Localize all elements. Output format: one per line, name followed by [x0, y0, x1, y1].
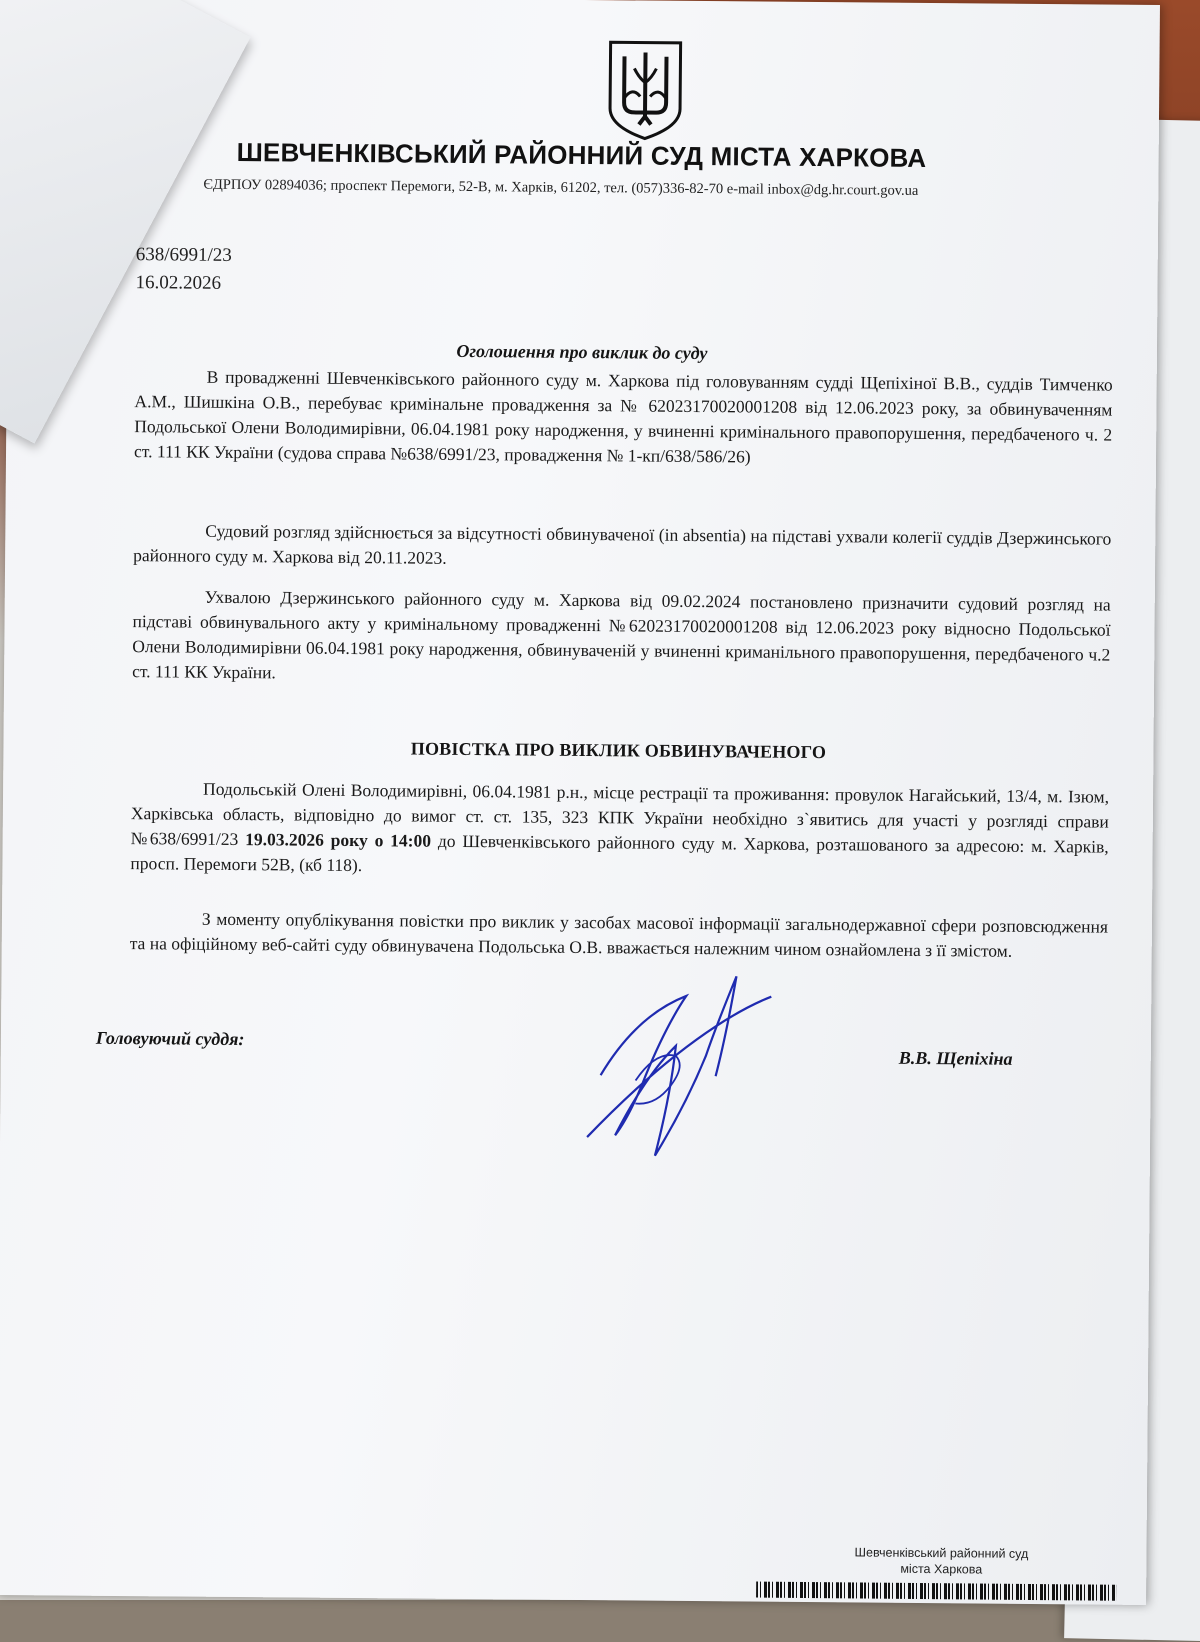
handwritten-signature	[575, 955, 787, 1187]
stamp-line-1: Шевченківський районний суд	[854, 1545, 1029, 1561]
case-number: 638/6991/23	[135, 244, 232, 266]
barcode	[756, 1582, 1116, 1601]
summons-text-before: Подольській Олені Володимирівні, 06.04.1981 р.н., місце рестрації та проживання: провулок Нагайський, 13/4, м. Ізюм, Харківська область, відповідно до вимог ст. ст. 135, 323 КПК України необхідно з`явитись для участі у розгляді справи №638/6991/23	[130, 778, 1110, 850]
announcement-paragraph-3: Ухвалою Дзержинського районного суду м. Харкова від 09.02.2024 постановлено призначити судовий розгляд на підставі обвинувального акту у кримінальному провадженні №62023170020001208 від 12.06.2023 року відносно Подольської Олени Володимирівни 06.04.1981 року народження, обвинуваченій у вчиненні криманільного правопорушення, передбаченого ч.2 ст. 111 КК України.	[132, 586, 1111, 683]
presiding-judge-label: Головуючий суддя:	[95, 1027, 245, 1050]
announcement-paragraph-2: Судовий розгляд здійснюється за відсутності обвинуваченої (in absentia) на підставі ухвали колегії суддів Дзержинського районного суду м. Харкова від 20.11.2023.	[133, 520, 1112, 568]
judge-name: В.В. Щепіхіна	[898, 1047, 1013, 1069]
court-contacts: ЄДРПОУ 02894036; проспект Перемоги, 52-В, м. Харків, 61202, тел. (057)336-82-70 e-mail inbox@dg.hr.court.gov.ua	[203, 176, 919, 199]
hearing-datetime: 19.03.2026 року о 14:00	[245, 829, 432, 851]
announcement-paragraph-1: В провадженні Шевченківського районного суду м. Харкова під головуванням судді Щепіхіної В.В., суддів Тимченко А.М., Шишкіна О.В., перебуває кримінальне провадження за № 62023170020001208 від 12.06.2023 року, за обвинуваченням Подольської Олени Володимирівни, 06.04.1981 року народження, у вчиненні кримінального правопорушення, передбаченого ч. 2 ст. 111 КК України (судова справа №638/6991/23, провадження № 1-кп/638/586/26)	[133, 366, 1113, 467]
court-stamp	[846, 1544, 1036, 1578]
summons-title: ПОВІСТКА ПРО ВИКЛИК ОБВИНУВАЧЕНОГО	[410, 738, 827, 763]
announcement-title: Оголошення про виклик до суду	[456, 340, 708, 364]
summons-text-after: до Шевченківського районного суду м. Харкова, розташованого за адресою: м. Харків, просп. Перемоги 52В, (кб 118).	[130, 830, 1109, 876]
court-name-heading: ШЕВЧЕНКІВСЬКИЙ РАЙОННИЙ СУД МІСТА ХАРКОВА	[236, 136, 927, 173]
summons-paragraph-2: З моменту опублікування повістки про виклик у засобах масової інформації загальнодержавної сфери розповсюдження та на офіційному веб-сайті суду обвинувачена Подольська О.В. вважається належним чином ознайомлена з її змістом.	[129, 908, 1109, 961]
document-date: 16.02.2026	[135, 272, 222, 294]
trident-emblem-icon	[606, 38, 685, 141]
stamp-line-2: міста Харкова	[900, 1561, 983, 1577]
summons-paragraph-1	[130, 776, 1109, 885]
